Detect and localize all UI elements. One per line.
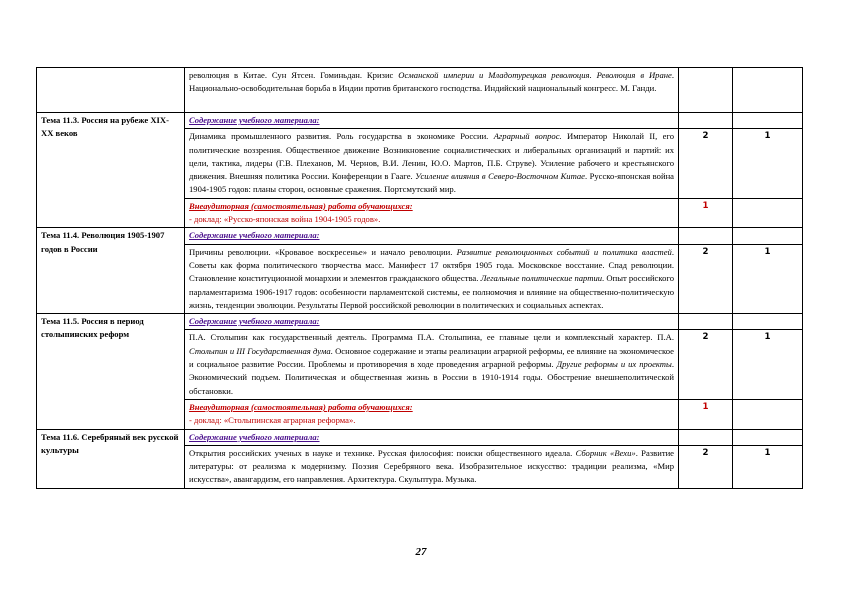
hours-value: 2 [679, 244, 733, 313]
table-row [37, 314, 803, 330]
independent-hours-value: 1 [679, 198, 733, 228]
content-cell: революция в Китае. Сун Ятсен. Гоминьдан. Кризис Османской империи и Младотурецкая революция. Революция в Иране. Национально-освободительная борьба в Индии против британского господства. Индийский национальный конгресс. М. Ганди. [185, 68, 679, 113]
section-header: Содержание учебного материала: [185, 429, 679, 445]
topic-title: Тема 11.3. Россия на рубеже XIX-XX веков [37, 113, 185, 228]
level-value: 1 [733, 445, 803, 488]
hours-value: 2 [679, 445, 733, 488]
table-row [37, 68, 803, 113]
hours-value: 2 [679, 330, 733, 399]
curriculum-table [36, 67, 803, 489]
independent-hours-value: 1 [679, 399, 733, 429]
section-header: Содержание учебного материала: [185, 228, 679, 244]
content-cell: П.А. Столыпин как государственный деятель. Программа П.А. Столыпина, ее главные цели и комплексный характер. П.А. Столыпин и III Государственная дума. Основное содержание и этапы реализации аграрной реформы, ее влияние на экономическое и социальное развитие России. Проблемы и противоречия в ходе проведения аграрной реформы. Другие реформы и их проекты. Экономический подъем. Политическая и общественная жизнь в России в 1910-1914 годы. Обострение внешнеполитической обстановки. [185, 330, 679, 399]
table-row [37, 429, 803, 445]
level-value: 1 [733, 330, 803, 399]
section-header: Содержание учебного материала: [185, 314, 679, 330]
level-value: 1 [733, 244, 803, 313]
topic-title: Тема 11.5. Россия в период столыпинских реформ [37, 314, 185, 429]
topic-title: Тема 11.4. Революция 1905-1907 годов в России [37, 228, 185, 314]
topic-title: Тема 11.6. Серебряный век русской культуры [37, 429, 185, 488]
content-cell: Динамика промышленного развития. Роль государства в экономике России. Аграрный вопрос. Император Николай II, его политические воззрения. Общественное движение Возникновение социалистических и либеральных организаций и партий: их цели, тактика, лидеры (Г.В. Плеханов, М. Чернов, В.И. Ленин, Ю.О. Мартов, П.Б. Струве). Усиление рабочего и крестьянского движения. Внешняя политика России. Конференции в Гааге. Усиление влияния в Северо-Восточном Китае. Русско-японская война 1904-1905 годов: планы сторон, основные сражения. Портсмутский мир. [185, 129, 679, 198]
independent-work-cell: Внеаудиторная (самостоятельная) работа обучающихся: - доклад: «Столыпинская аграрная реформа». [185, 399, 679, 429]
content-cell: Причины революции. «Кровавое воскресенье» и начало революции. Развитие революционных событий и политика властей. Советы как форма политического творчества масс. Манифест 17 октября 1905 года. Московское восстание. Спад революции. Становление конституционной монархии и элементов гражданского общества. Легальные политические партии. Опыт российского парламентаризма 1906-1917 годов: особенности парламентской системы, ее полномочия и влияние на общественно-политическую жизнь, тенденции эволюции. Результаты Первой российской революции в политических и социальных аспектах. [185, 244, 679, 313]
topic-cell-empty [37, 68, 185, 113]
level-value: 1 [733, 129, 803, 198]
section-header: Содержание учебного материала: [185, 113, 679, 129]
level-cell [733, 68, 803, 113]
independent-work-cell: Внеаудиторная (самостоятельная) работа обучающихся: - доклад: «Русско-японская война 1904-1905 годов». [185, 198, 679, 228]
content-cell: Открытия российских ученых в науке и технике. Русская философия: поиски общественного идеала. Сборник «Вехи». Развитие литературы: от реализма к модернизму. Поэзия Серебряного века. Изобразительное искусство: традиции реализма, «Мир искусства», авангардизм, его направления. Архитектура. Скульптура. Музыка. [185, 445, 679, 488]
page-number: 27 [415, 546, 427, 558]
table-row [37, 228, 803, 244]
hours-cell [679, 68, 733, 113]
hours-value: 2 [679, 129, 733, 198]
table-row [37, 113, 803, 129]
